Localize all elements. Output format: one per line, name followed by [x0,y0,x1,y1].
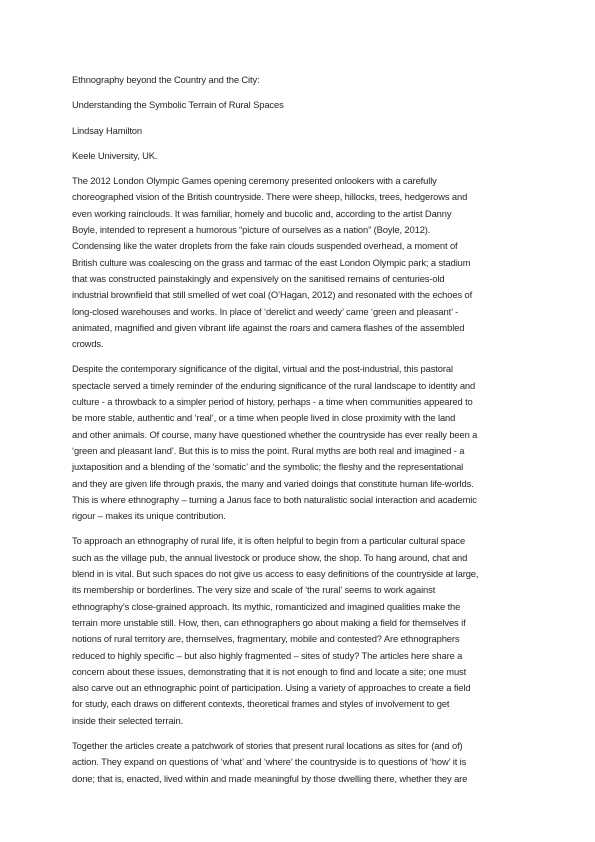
paragraph-line: crowds. [72,338,104,350]
paragraph [72,173,523,352]
author-affiliation: Keele University, UK. [72,149,158,161]
paragraph-line: To approach an ethnography of rural life, it is often helpful to begin from a particular cultural space [72,535,466,547]
paragraph-line: long-closed warehouses and works. In place of ‘derelict and weedy’ came ‘green and pleasant’ - [72,305,459,317]
paragraph-line: such as the village pub, the annual livestock or produce show, the shop. To hang around, chat and [72,551,468,563]
paragraph-line: its membership or borderlines. The very size and scale of ‘the rural’ seems to work against [72,584,436,596]
paragraph-line: The 2012 London Olympic Games opening ceremony presented onlookers with a carefully [72,175,437,187]
paragraph [72,738,523,787]
paragraph-line: choreographed vision of the British countryside. There were sheep, hillocks, trees, hedgerows and [72,191,468,203]
paragraph-line: culture - a throwback to a simpler period of history, perhaps - a time when communities appeared to [72,396,473,408]
author-name: Lindsay Hamilton [72,124,142,136]
paragraph-line: blend in is vital. But such spaces do not give us access to easy definitions of the countryside at large, [72,568,479,580]
paragraph-line: and other animals. Of course, many have questioned whether the countryside has ever really been a [72,428,478,440]
paragraph-line: rigour – makes its unique contribution. [72,510,226,522]
paragraph-line: Together the articles create a patchwork of stories that present rural locations as sites for (and of) [72,739,463,751]
paragraph-line: This is where ethnography – turning a Janus face to both naturalistic social interaction and academic [72,493,477,505]
paragraph [72,361,523,524]
paragraph-line: notions of rural territory are, themselves, fragmentary, mobile and contested? Are ethnographers [72,633,460,645]
paragraph-line: British culture was coalescing on the grass and tarmac of the east London Olympic park; a stadium [72,256,471,268]
paragraph-line: juxtaposition and a blending of the ‘somatic’ and the symbolic; the fleshy and the representational [72,461,464,473]
paragraph-line: Despite the contemporary significance of the digital, virtual and the post-industrial, this pastoral [72,363,453,375]
paragraph [72,533,523,729]
paragraph-line: for study, each draws on different contexts, theoretical frames and styles of involvement to get [72,698,450,710]
paragraph-line: be more stable, authentic and ‘real’, or a time when people lived in close proximity with the land [72,412,456,424]
paper-title: Ethnography beyond the Country and the City: [72,74,260,85]
paragraph-line: inside their selected terrain. [72,714,184,726]
body-text [72,173,523,787]
paragraph-line: action. They expand on questions of ‘what’ and ‘where’ the countryside is to questions of ‘how’ it is [72,756,467,768]
paragraph-line: Boyle, intended to represent a humorous “picture of ourselves as a nation” (Boyle, 2012). [72,224,431,236]
paragraph-line: ethnography’s close-grained approach. Its mythic, romanticized and imagined qualities make the [72,600,461,612]
paragraph-line: also carve out an ethnographic point of participation. Using a variety of approaches to create a field [72,682,471,694]
paragraph-line: done; that is, enacted, lived within and made meaningful by those dwelling there, whether they are [72,772,468,784]
paragraph-line: and they are given life through praxis, the many and varied doings that constitute human life-worlds. [72,477,474,489]
paragraph-line: animated, magnified and given vibrant life against the roars and camera flashes of the assembled [72,321,465,333]
paragraph-line: concern about these issues, demonstrating that it is not enough to find and locate a site; one must [72,665,467,677]
paragraph-line: even working rainclouds. It was familiar, homely and bucolic and, according to the artist Danny [72,207,452,219]
paragraph-line: ‘green and pleasant land’. But this is to miss the point. Rural myths are both real and imagined - a [72,444,465,456]
paper-subtitle: Understanding the Symbolic Terrain of Rural Spaces [72,99,284,111]
paragraph-line: reduced to highly specific – but also highly fragmented – sites of study? The articles here share a [72,649,463,661]
paragraph-line: terrain more unstable still. How, then, can ethnographers go about making a field for themselves if [72,616,466,628]
document-page [72,72,523,796]
paragraph-line: industrial brownfield that still smelled of wet coal (O’Hagan, 2012) and resonated with the echoes of [72,289,473,301]
paragraph-line: Condensing like the water droplets from the fake rain clouds suspended overhead, a moment of [72,240,458,252]
paragraph-line: spectacle served a timely reminder of the enduring significance of the rural landscape to identity and [72,379,476,391]
paragraph-line: that was constructed painstakingly and expensively on the sanitised remains of centuries-old [72,272,445,284]
